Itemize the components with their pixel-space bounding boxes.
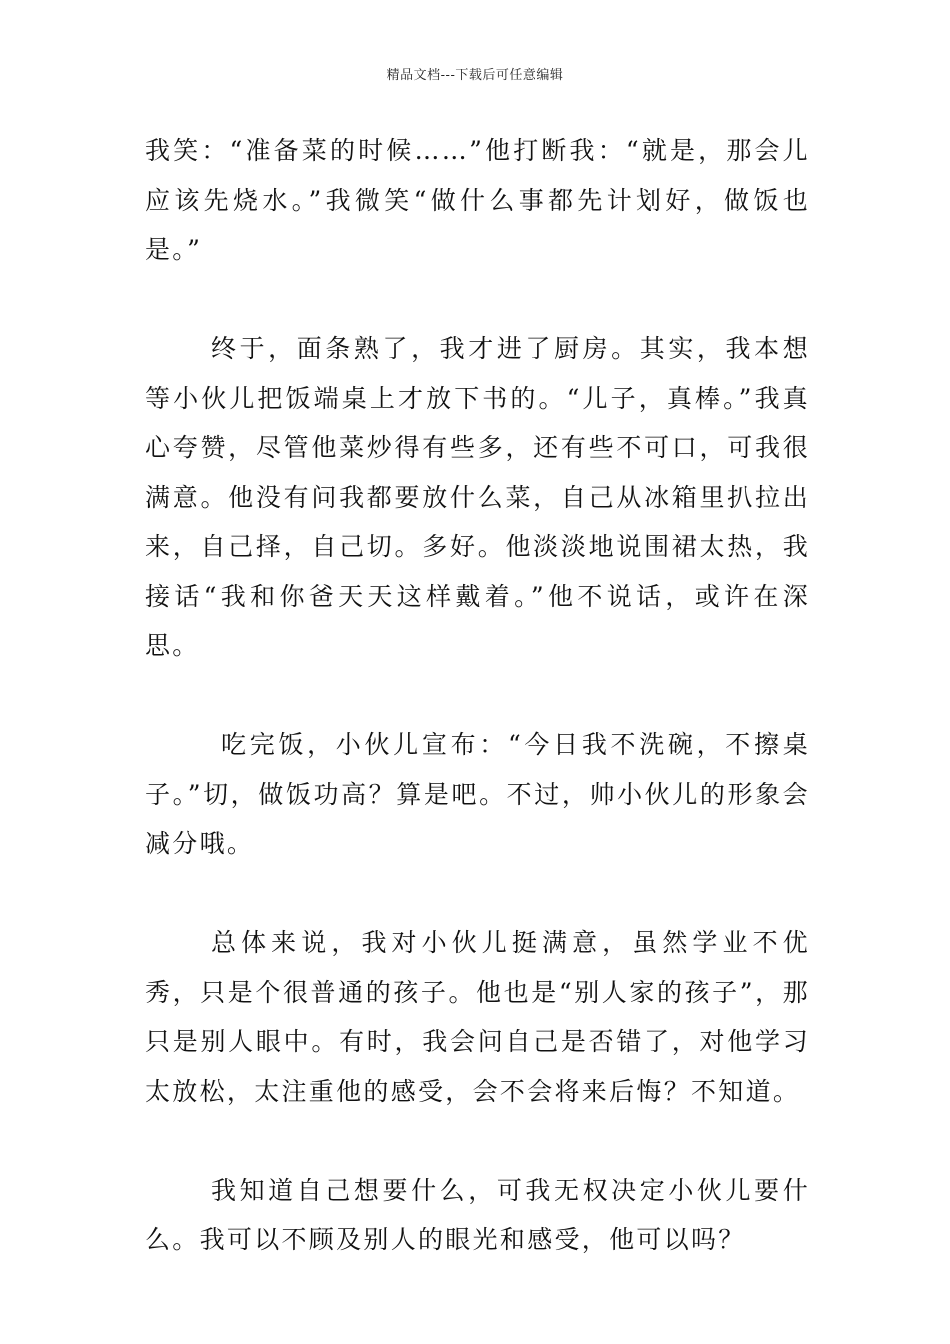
paragraph-5: 我知道自己想要什么，可我无权决定小伙儿要什么。我可以不顾及别人的眼光和感受，他可以吗？	[145, 1175, 810, 1254]
paragraph-4: 总体来说，我对小伙儿挺满意，虽然学业不优秀，只是个很普通的孩子。他也是“别人家的孩子”，那只是别人眼中。有时，我会问自己是否错了，对他学习太放松，太注重他的感受，会不会将来后悔？不知道。	[145, 928, 810, 1106]
document-body	[145, 126, 810, 1314]
paragraph-1: 我笑：“准备菜的时候……”他打断我：“就是，那会儿应该先烧水。”我微笑“做什么事都先计划好，做饭也是。”	[145, 136, 810, 264]
paragraph-3: 吃完饭，小伙儿宣布：“今日我不洗碗，不擦桌子。”切，做饭功高？算是吧。不过，帅小伙儿的形象会减分哦。	[145, 730, 810, 858]
paragraph-2: 终于，面条熟了，我才进了厨房。其实，我本想等小伙儿把饭端桌上才放下书的。“儿子，真棒。”我真心夸赞，尽管他菜炒得有些多，还有些不可口，可我很满意。他没有问我都要放什么菜，自己从冰箱里扒拉出来，自己择，自己切。多好。他淡淡地说围裙太热，我接话“我和你爸天天这样戴着。”他不说话，或许在深思。	[145, 334, 810, 660]
page-header: 精品文档---下载后可任意编辑	[386, 68, 564, 83]
